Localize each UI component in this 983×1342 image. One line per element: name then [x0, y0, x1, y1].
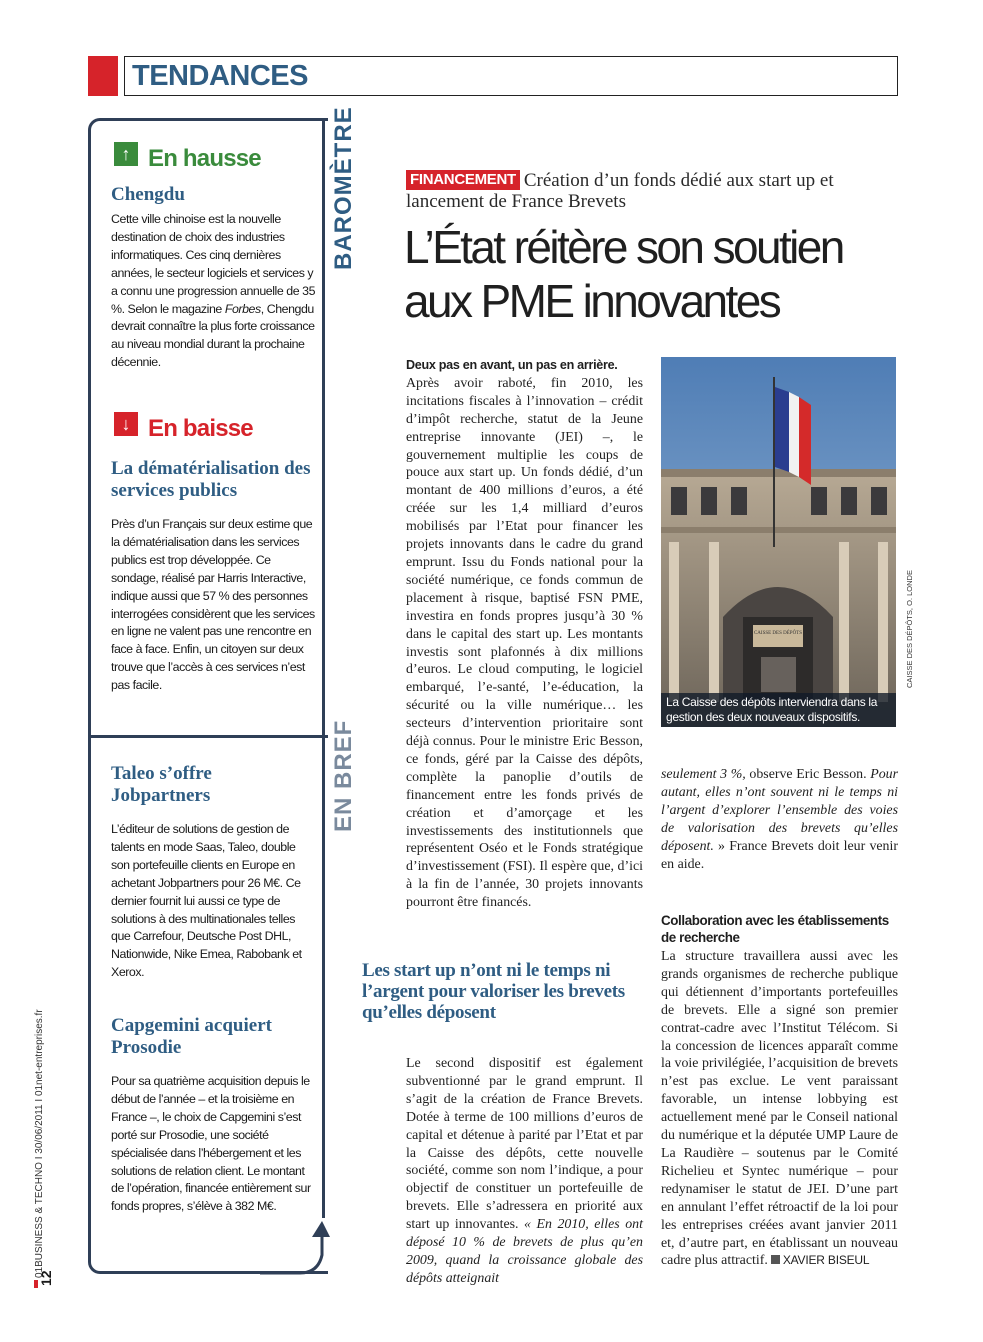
corner-arrow-icon: [260, 1215, 330, 1275]
article-column-1-lower: Le second dispositif est également subventionné par le grand emprunt. Il s’agit de la création de France Brevets. Dotée à terme de 100 millions d’euros de capital et détenue à parité par l’Etat et par la Caisse des dépôts, cette nouvelle société, comme son nom l’indique, a pour objectif de constituer un portefeuille de brevets. Elle s’adressera en priorité aux start up innovantes. « En 2010, elles ont déposé 10 % de brevets de plus qu’en 2009, quand la croissance globale des dépôts atteignait: [406, 1056, 643, 1286]
baisse-title: La dématérialisation des services publics: [111, 458, 311, 501]
bref-2-text: Pour sa quatrième acquisition depuis le début de l’année – et la troisième en France –, le choix de Capgemini s’est porté sur Prosodie, une société spécialisée dans l’hébergement et les solutions de relation client. Le montant de l’opération, financée entièrement sur fonds propres, s’élève à 382 M€.: [111, 1074, 311, 1214]
arrow-up-icon: ↑: [114, 142, 138, 166]
category-tag: FINANCEMENT: [406, 170, 520, 190]
article-headline: L’État réitère son soutien aux PME innovantes: [404, 221, 843, 327]
en-bref-label: EN BREF: [330, 719, 357, 832]
article-column-2: seulement 3 %, observe Eric Besson. Pour autant, elles n’ont souvent ni le temps ni l’argent d’explorer l’ensemble des voies de valorisation des brevets qu’elles déposent. » France Brevets doit leur venir en aide.: [661, 767, 898, 872]
bref-1-title: Taleo s’offre Jobpartners: [111, 763, 212, 806]
page-number: 12: [38, 1270, 54, 1286]
sidebar-right-rule: [322, 118, 325, 1218]
hausse-label: En hausse: [148, 145, 261, 172]
article-author: XAVIER BISEUL: [782, 1253, 870, 1268]
photo-caption: La Caisse des dépôts interviendra dans la gestion des deux nouveaux dispositifs.: [661, 693, 896, 727]
building-photo: [661, 357, 896, 727]
pull-quote: Les start up n’ont ni le temps ni l’argent pour valoriser les brevets qu’elles déposent: [362, 960, 625, 1023]
folio-text: 01BUSINESS & TECHNO I 30/06/2011 I 01net-entreprises.fr: [34, 1009, 45, 1278]
article-column-2-lower: La structure travaillera aussi avec les grands organismes de recherche publique qui détiennent d’importants portefeuilles de brevets. Elle a signé son premier contrat-cadre avec l’Institut Télécom. Si la concession de licences apparaît comme la voie privilégiée, l’acquisition de brevets n’est pas exclue. Le vent paraissant favorable, un intense lobbying est actuellement mené par le Conseil national du numérique et la députée UMP Laure de La Raudière – soutenus par le Comité Richelieu et Syntec numérique – pour redynamiser le statut de JEI. D’une part en annulant l’effet rétroactif de la loi pour les entreprises créées avant janvier 2011 et, d’autre part, en établissant un nouveau cadre plus attractif. XAVIER BISEUL: [661, 949, 898, 1269]
bref-1-text: L’éditeur de solutions de gestion de talents en mode Saas, Taleo, double son portefeuille clients en Europe en achetant Jobpartners pour 26 M€. Ce dernier fournit lui aussi ce type de solutions à des multinationales telles que Carrefour, Deutsche Post DHL, Nationwide, Nike Emea, Rabobank et Xerox.: [111, 822, 302, 980]
header-red-block: [88, 56, 118, 96]
end-mark-icon: [771, 1255, 780, 1264]
article-column-1: Deux pas en avant, un pas en arrière. Après avoir raboté, fin 2010, les incitations fiscales à l’innovation – crédit d’impôt recherche, statut de la Jeune entreprise innovante (JEI) –, le gouvernement multiplie les coups de pouce aux start up. Un fonds dédié, d’un montant de 400 millions d’euros, a été créée sur les 1,4 milliard d’euros mobilisés par l’Etat pour financer les projets innovants dans le cadre du grand emprunt. Issu du Fonds national pour la société numérique, ce fonds commun de placement à risque, baptisé FSN PME, investira en fonds propres jusqu’à 30 % dans le capital des start up. Les montants investis sont plafonnés à dix millions d’euros. Le cloud computing, le logiciel embarqué, l’e-santé, l’e-éducation, la sécurité ou la ville numérique… les secteurs d’intervention prioritaire sont déjà connus. Pour le ministre Eric Besson, ce fonds, géré par la Caisse des dépôts, complète la panoplie d’outils de financement entre les fonds privés de création et d’amorçage et les investissements des institutionnels que représentent Oséo et le Fonds stratégique d’investissement (FSI). Il espère que, d’ici à la fin de l’année, 30 projets innovants pourront être financés.: [406, 358, 643, 911]
barometre-label: BAROMÈTRE: [330, 106, 357, 270]
photo-credit: CAISSE DES DÉPÔTS, O. LONDE: [905, 570, 914, 688]
baisse-label: En baisse: [148, 415, 253, 442]
baisse-text: Près d’un Français sur deux estime que la dématérialisation dans les services publics est trop développée. Ce sondage, réalisé par Harris Interactive, indique aussi que 57 % des personnes interrogées considèrent que les services en ligne ne valent pas une rencontre en face à face. Enfin, un citoyen sur deux trouve que l’accès à ces services n’est pas facile.: [111, 517, 315, 693]
section-title: TENDANCES: [132, 60, 308, 92]
sidebar-divider: [88, 735, 328, 738]
hausse-text: Cette ville chinoise est la nouvelle destination de choix des industries informatiques. Ces cinq dernières années, le secteur logiciels et services y a connu une progression annuelle de 35 %. Selon le magazine Forbes, Chengdu devrait connaître la plus forte croissance au niveau mondial durant la prochaine décennie.: [111, 212, 316, 370]
article-kicker: FINANCEMENT Création d’un fonds dédié aux start up et lancement de France Brevets: [406, 170, 834, 212]
article-lead: Deux pas en avant, un pas en arrière.: [406, 358, 618, 372]
hausse-title: Chengdu: [111, 184, 185, 205]
bref-2-title: Capgemini acquiert Prosodie: [111, 1015, 272, 1058]
arrow-down-icon: ↓: [114, 412, 138, 436]
article-subhead: Collaboration avec les établissements de recherche: [661, 913, 889, 945]
svg-text:CAISSE DES DÉPÔTS: CAISSE DES DÉPÔTS: [753, 631, 803, 636]
